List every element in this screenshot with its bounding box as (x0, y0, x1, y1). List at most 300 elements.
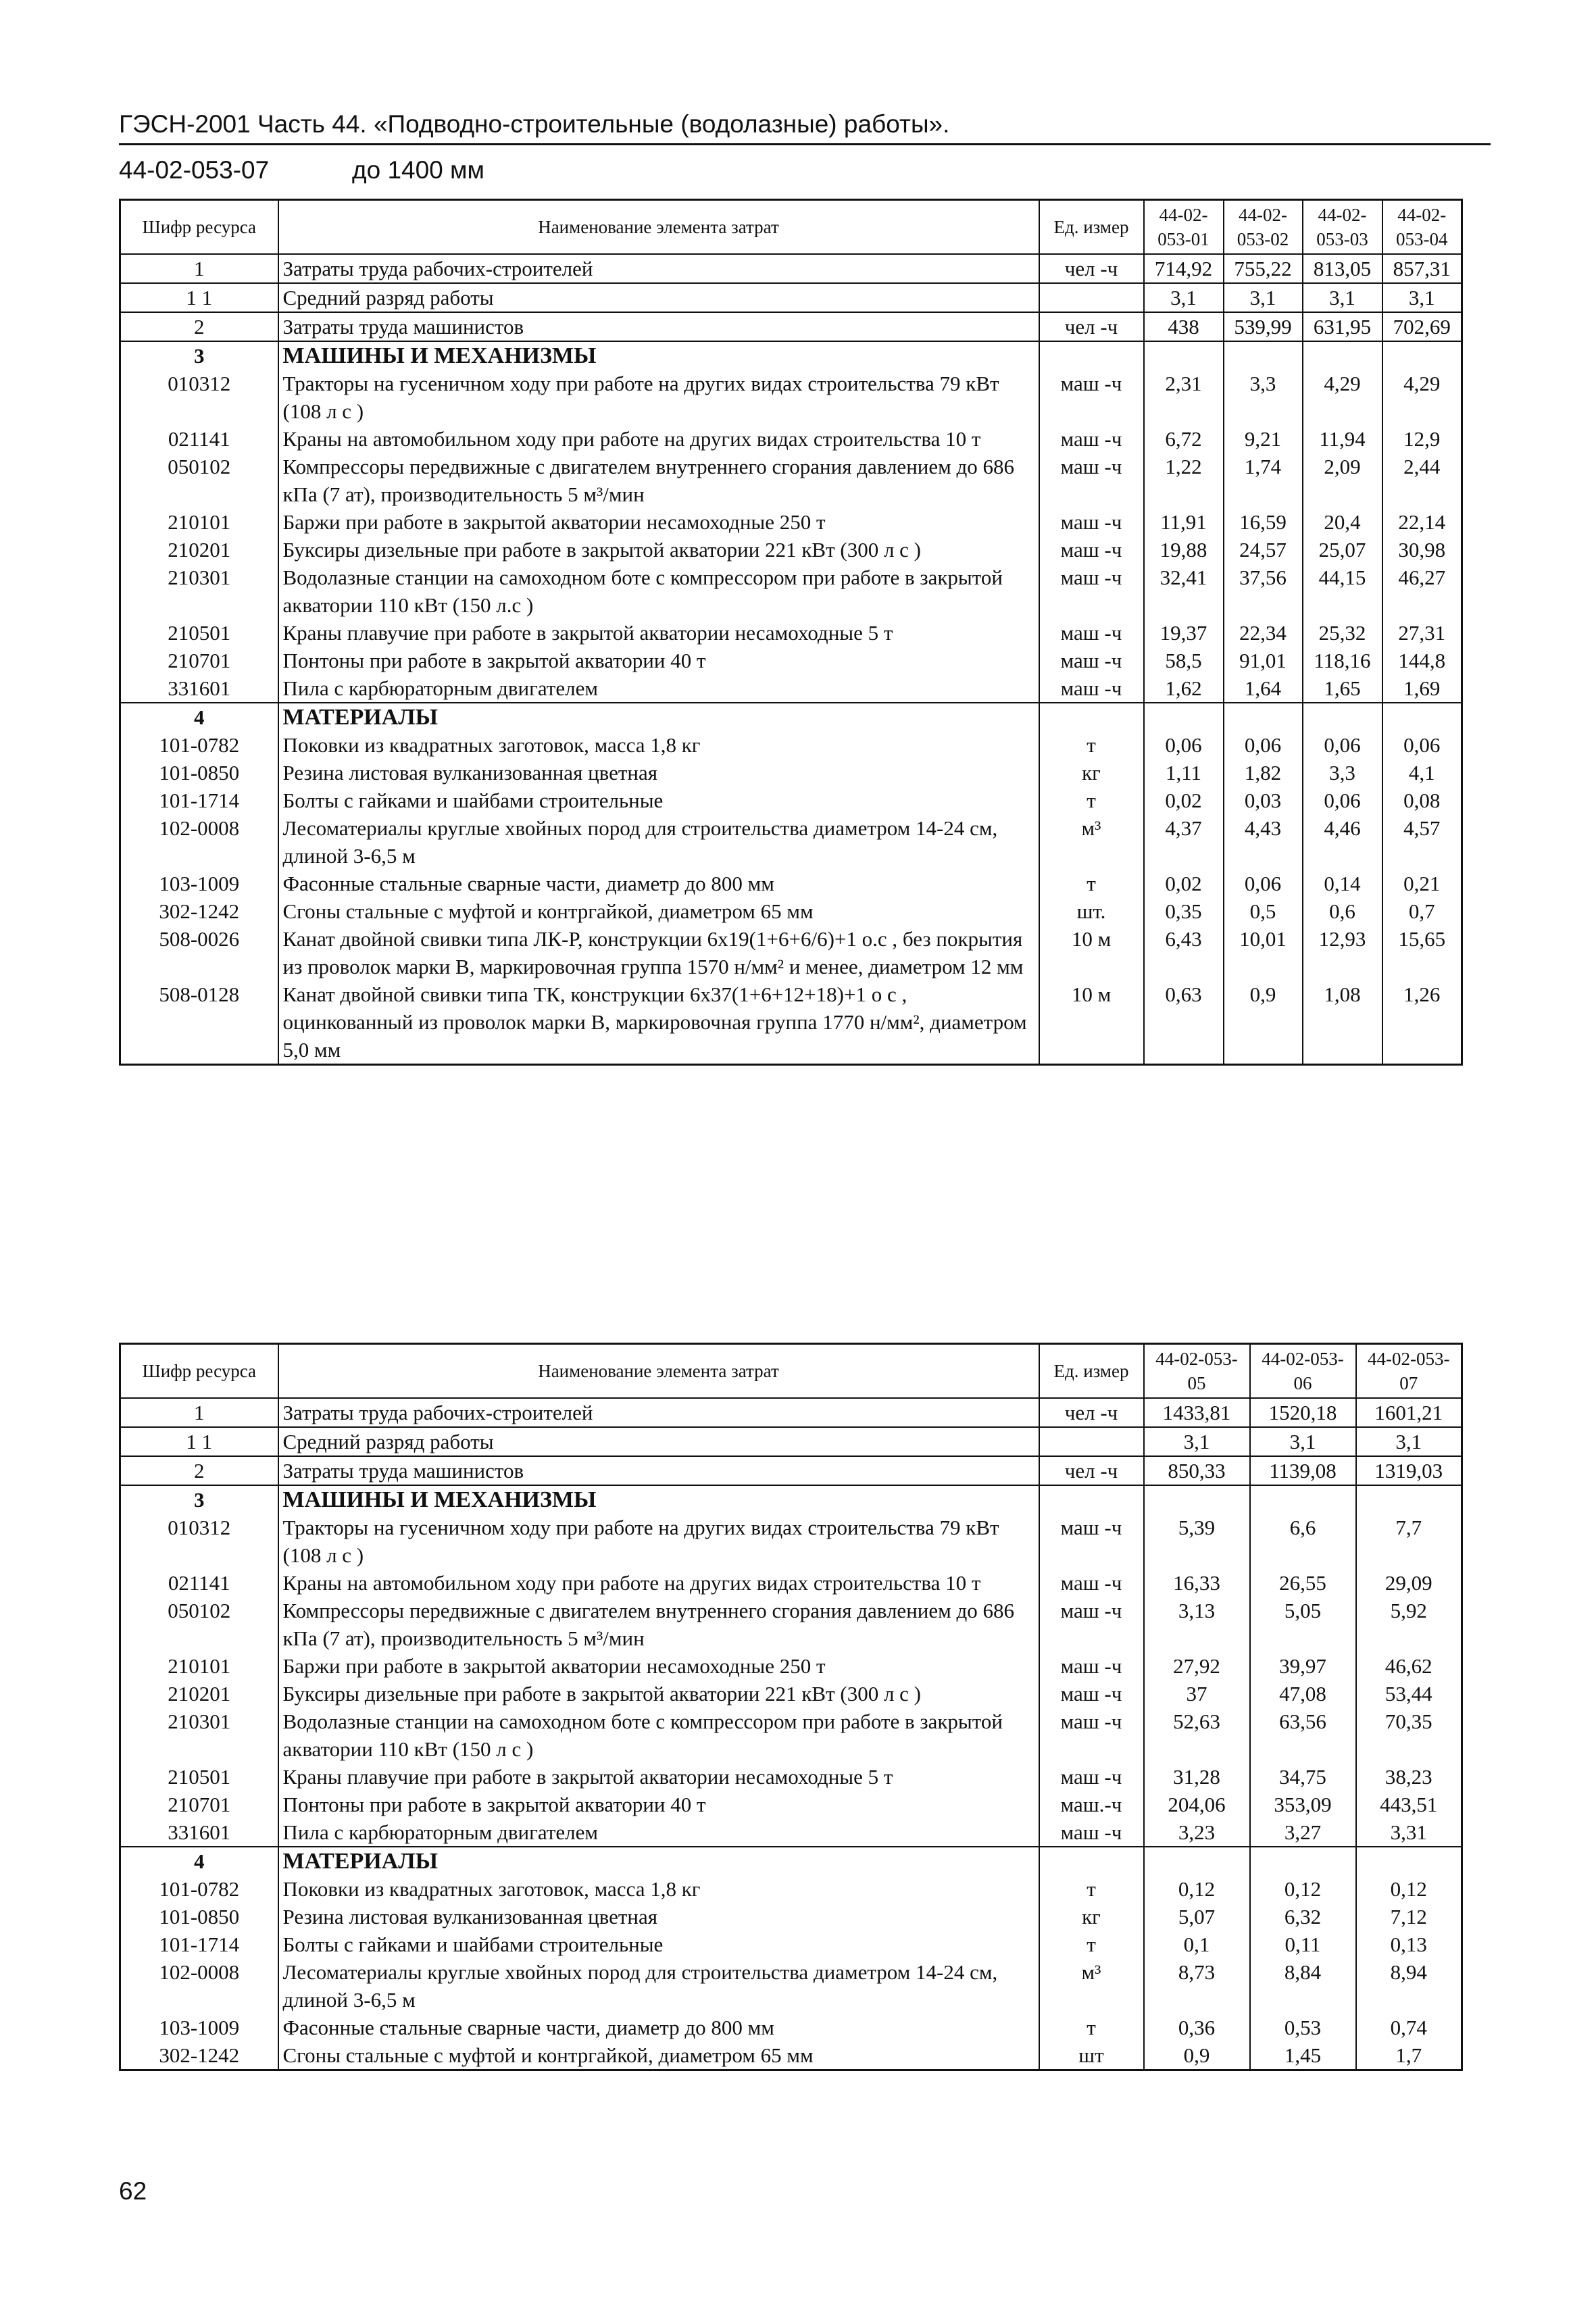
table-row (120, 814, 1462, 870)
unit-cell: т (1039, 787, 1144, 814)
table-row (120, 564, 1462, 619)
unit-cell: маш -ч (1039, 1597, 1144, 1652)
value-cell: 0,12 (1356, 1875, 1462, 1903)
value-cell: 52,63 (1144, 1708, 1250, 1763)
resource-code: 210301 (120, 1708, 278, 1763)
section-title: МАШИНЫ И МЕХАНИЗМЫ (278, 1485, 1039, 1514)
resource-code: 021141 (120, 1569, 278, 1597)
value-cell: 4,37 (1144, 814, 1224, 870)
section-title: МАТЕРИАЛЫ (278, 1847, 1039, 1875)
value-cell: 44,15 (1303, 564, 1382, 619)
value-cell: 0,74 (1356, 2014, 1462, 2041)
resource-name: Фасонные стальные сварные части, диаметр до 800 мм (278, 870, 1039, 897)
value-cell: 6,6 (1250, 1514, 1356, 1569)
resource-code: 2 (120, 1456, 278, 1485)
value-cell: 29,09 (1356, 1569, 1462, 1597)
value-cell: 0,06 (1303, 787, 1382, 814)
value-cell: 30,98 (1382, 536, 1462, 564)
resource-name: Лесоматериалы круглые хвойных пород для строительства диаметром 14-24 см, длиной 3-6,5 м (278, 1958, 1039, 2014)
resource-name: Резина листовая вулканизованная цветная (278, 1903, 1039, 1931)
resource-name: Баржи при работе в закрытой акватории несамоходные 250 т (278, 1652, 1039, 1680)
value-cell: 631,95 (1303, 312, 1382, 341)
table-row (120, 731, 1462, 759)
value-cell: 37 (1144, 1680, 1250, 1708)
value-cell: 10,01 (1224, 925, 1303, 980)
value-cell: 2,09 (1303, 453, 1382, 508)
unit-cell (1039, 703, 1144, 731)
table-row (120, 1903, 1462, 1931)
value-cell (1224, 341, 1303, 370)
resource-code: 102-0008 (120, 814, 278, 870)
resource-name: Краны плавучие при работе в закрытой акватории несамоходные 5 т (278, 1763, 1039, 1791)
value-cell: 1,7 (1356, 2041, 1462, 2070)
value-cell: 0,12 (1250, 1875, 1356, 1903)
resource-name: Сгоны стальные с муфтой и контргайкой, диаметром 65 мм (278, 897, 1039, 925)
resource-name: Болты с гайками и шайбами строительные (278, 1931, 1039, 1958)
unit-cell: маш -ч (1039, 508, 1144, 536)
value-cell: 0,08 (1382, 787, 1462, 814)
value-cell: 1139,08 (1250, 1456, 1356, 1485)
unit-cell: маш -ч (1039, 1652, 1144, 1680)
value-cell: 38,23 (1356, 1763, 1462, 1791)
unit-cell: маш -ч (1039, 453, 1144, 508)
value-cell: 4,1 (1382, 759, 1462, 787)
table-row (120, 1485, 1462, 1514)
resource-code: 302-1242 (120, 2041, 278, 2070)
table-row (120, 508, 1462, 536)
value-cell: 37,56 (1224, 564, 1303, 619)
resource-name: Понтоны при работе в закрытой акватории 40 т (278, 647, 1039, 674)
value-cell: 3,31 (1356, 1818, 1462, 1847)
value-cell: 6,32 (1250, 1903, 1356, 1931)
resource-code: 1 (120, 1398, 278, 1427)
resource-code: 4 (120, 703, 278, 731)
unit-cell: маш -ч (1039, 370, 1144, 425)
value-cell: 4,29 (1303, 370, 1382, 425)
resource-code: 4 (120, 1847, 278, 1875)
table-row (120, 341, 1462, 370)
value-cell: 11,91 (1144, 508, 1224, 536)
value-cell: 0,13 (1356, 1931, 1462, 1958)
value-cell: 46,62 (1356, 1652, 1462, 1680)
value-cell: 7,12 (1356, 1903, 1462, 1931)
value-cell: 3,3 (1303, 759, 1382, 787)
column-header-code: Шифр ресурса (120, 1344, 278, 1398)
value-cell: 1,82 (1224, 759, 1303, 787)
value-cell: 0,35 (1144, 897, 1224, 925)
unit-cell: м³ (1039, 814, 1144, 870)
unit-cell: маш -ч (1039, 1514, 1144, 1569)
table-row (120, 1514, 1462, 1569)
value-cell: 16,59 (1224, 508, 1303, 536)
resource-name: Поковки из квадратных заготовок, масса 1,8 кг (278, 731, 1039, 759)
table-row (120, 283, 1462, 312)
value-cell: 0,12 (1144, 1875, 1250, 1903)
value-cell: 0,63 (1144, 980, 1224, 1065)
value-cell: 755,22 (1224, 254, 1303, 283)
value-cell: 1,08 (1303, 980, 1382, 1065)
table-row (120, 1875, 1462, 1903)
resource-code: 210101 (120, 508, 278, 536)
table-body (120, 1398, 1462, 2070)
table-row (120, 980, 1462, 1065)
value-cell: 31,28 (1144, 1763, 1250, 1791)
resource-code: 101-0850 (120, 1903, 278, 1931)
value-cell (1250, 1485, 1356, 1514)
value-cell: 63,56 (1250, 1708, 1356, 1763)
value-cell: 19,37 (1144, 619, 1224, 647)
value-cell: 53,44 (1356, 1680, 1462, 1708)
table-row (120, 1791, 1462, 1818)
resource-name: Компрессоры передвижные с двигателем внутреннего сгорания давлением до 686 кПа (7 ат), производительность 5 м³/мин (278, 1597, 1039, 1652)
table-row (120, 2041, 1462, 2070)
value-cell: 539,99 (1224, 312, 1303, 341)
column-header-value: 44-02-053-06 (1250, 1344, 1356, 1398)
resource-name: Поковки из квадратных заготовок, масса 1,8 кг (278, 1875, 1039, 1903)
value-cell: 7,7 (1356, 1514, 1462, 1569)
table-row (120, 1652, 1462, 1680)
resource-code: 103-1009 (120, 2014, 278, 2041)
table-row (120, 647, 1462, 674)
resource-code: 1 1 (120, 1427, 278, 1456)
resource-name: Затраты труда рабочих-строителей (278, 254, 1039, 283)
resource-code: 101-1714 (120, 787, 278, 814)
unit-cell: маш -ч (1039, 674, 1144, 703)
value-cell: 0,02 (1144, 787, 1224, 814)
value-cell: 39,97 (1250, 1652, 1356, 1680)
value-cell: 4,57 (1382, 814, 1462, 870)
table-row (120, 2014, 1462, 2041)
value-cell (1144, 1485, 1250, 1514)
table-row (120, 1398, 1462, 1427)
value-cell: 5,92 (1356, 1597, 1462, 1652)
column-header-value: 44-02-053-02 (1224, 200, 1303, 254)
resource-code: 050102 (120, 453, 278, 508)
table-code: 44-02-053-07 (119, 156, 270, 184)
value-cell: 857,31 (1382, 254, 1462, 283)
table-row (120, 1818, 1462, 1847)
value-cell (1303, 703, 1382, 731)
value-cell: 24,57 (1224, 536, 1303, 564)
value-cell: 1,22 (1144, 453, 1224, 508)
resource-code: 210301 (120, 564, 278, 619)
value-cell: 0,21 (1382, 870, 1462, 897)
value-cell: 4,43 (1224, 814, 1303, 870)
unit-cell: т (1039, 870, 1144, 897)
resource-name: Баржи при работе в закрытой акватории несамоходные 250 т (278, 508, 1039, 536)
value-cell: 9,21 (1224, 425, 1303, 453)
value-cell: 46,27 (1382, 564, 1462, 619)
resource-name: Пила с карбюраторным двигателем (278, 674, 1039, 703)
resource-table-1 (119, 199, 1463, 1066)
value-cell: 20,4 (1303, 508, 1382, 536)
value-cell: 0,9 (1144, 2041, 1250, 2070)
resource-code: 331601 (120, 674, 278, 703)
resource-code: 3 (120, 341, 278, 370)
column-header-value: 44-02-053-03 (1303, 200, 1382, 254)
unit-cell: 10 м (1039, 925, 1144, 980)
value-cell (1303, 341, 1382, 370)
resource-name: Средний разряд работы (278, 283, 1039, 312)
resource-name: Резина листовая вулканизованная цветная (278, 759, 1039, 787)
value-cell: 8,94 (1356, 1958, 1462, 2014)
resource-name: Краны плавучие при работе в закрытой акватории несамоходные 5 т (278, 619, 1039, 647)
resource-name: Краны на автомобильном ходу при работе на других видах строительства 10 т (278, 425, 1039, 453)
value-cell: 714,92 (1144, 254, 1224, 283)
unit-cell: 10 м (1039, 980, 1144, 1065)
value-cell: 12,9 (1382, 425, 1462, 453)
resource-code: 103-1009 (120, 870, 278, 897)
resource-code: 508-0026 (120, 925, 278, 980)
resource-name: Понтоны при работе в закрытой акватории 40 т (278, 1791, 1039, 1818)
column-header-value: 44-02-053-01 (1144, 200, 1224, 254)
unit-cell (1039, 1427, 1144, 1456)
unit-cell: чел -ч (1039, 1456, 1144, 1485)
value-cell: 0,03 (1224, 787, 1303, 814)
resource-name: Канат двойной свивки типа ЛК-Р, конструкции 6х19(1+6+6/6)+1 о.с , без покрытия из проволок марки В, маркировочная группа 1570 н/мм² и менее, диаметром 12 мм (278, 925, 1039, 980)
value-cell: 1,11 (1144, 759, 1224, 787)
resource-name: Водолазные станции на самоходном боте с компрессором при работе в закрытой акватории 110 кВт (150 л с ) (278, 1708, 1039, 1763)
unit-cell: чел -ч (1039, 254, 1144, 283)
unit-cell: маш -ч (1039, 1680, 1144, 1708)
value-cell: 0,6 (1303, 897, 1382, 925)
table-row (120, 619, 1462, 647)
resource-code: 210501 (120, 619, 278, 647)
resource-name: Канат двойной свивки типа ТК, конструкции 6х37(1+6+12+18)+1 о с , оцинкованный из проволок марки В, маркировочная группа 1770 н/мм², диаметром 5,0 мм (278, 980, 1039, 1065)
value-cell (1144, 703, 1224, 731)
resource-code: 101-0782 (120, 1875, 278, 1903)
resource-name: Водолазные станции на самоходном боте с компрессором при работе в закрытой акватории 110 кВт (150 л.с ) (278, 564, 1039, 619)
unit-cell: маш -ч (1039, 564, 1144, 619)
value-cell: 0,7 (1382, 897, 1462, 925)
value-cell: 0,02 (1144, 870, 1224, 897)
unit-cell: маш -ч (1039, 425, 1144, 453)
value-cell: 118,16 (1303, 647, 1382, 674)
unit-cell: маш.-ч (1039, 1791, 1144, 1818)
value-cell: 2,44 (1382, 453, 1462, 508)
value-cell: 4,46 (1303, 814, 1382, 870)
resource-name: Лесоматериалы круглые хвойных пород для строительства диаметром 14-24 см, длиной 3-6,5 м (278, 814, 1039, 870)
unit-cell: маш -ч (1039, 1763, 1144, 1791)
value-cell (1356, 1485, 1462, 1514)
value-cell: 1319,03 (1356, 1456, 1462, 1485)
value-cell: 1433,81 (1144, 1398, 1250, 1427)
value-cell: 0,11 (1250, 1931, 1356, 1958)
value-cell: 12,93 (1303, 925, 1382, 980)
resource-code: 101-0782 (120, 731, 278, 759)
unit-cell: м³ (1039, 1958, 1144, 2014)
resource-name: Средний разряд работы (278, 1427, 1039, 1456)
value-cell: 0,14 (1303, 870, 1382, 897)
value-cell: 5,39 (1144, 1514, 1250, 1569)
value-cell: 27,92 (1144, 1652, 1250, 1680)
value-cell: 204,06 (1144, 1791, 1250, 1818)
value-cell: 0,36 (1144, 2014, 1250, 2041)
value-cell: 3,13 (1144, 1597, 1250, 1652)
page-header: ГЭСН-2001 Часть 44. «Подводно-строительные (водолазные) работы». (119, 107, 1491, 145)
value-cell: 26,55 (1250, 1569, 1356, 1597)
value-cell (1144, 341, 1224, 370)
column-header-value: 44-02-053-07 (1356, 1344, 1462, 1398)
resource-code: 508-0128 (120, 980, 278, 1065)
table-row (120, 1847, 1462, 1875)
table-row (120, 1427, 1462, 1456)
value-cell: 3,3 (1224, 370, 1303, 425)
column-header-name: Наименование элемента затрат (278, 1344, 1039, 1398)
resource-code: 1 1 (120, 283, 278, 312)
unit-cell: т (1039, 731, 1144, 759)
resource-code: 210201 (120, 1680, 278, 1708)
value-cell: 1,26 (1382, 980, 1462, 1065)
resource-name: Компрессоры передвижные с двигателем внутреннего сгорания давлением до 686 кПа (7 ат), производительность 5 м³/мин (278, 453, 1039, 508)
unit-cell (1039, 1847, 1144, 1875)
value-cell: 0,06 (1224, 870, 1303, 897)
unit-cell: кг (1039, 759, 1144, 787)
unit-cell: т (1039, 1875, 1144, 1903)
unit-cell: т (1039, 1931, 1144, 1958)
value-cell (1250, 1847, 1356, 1875)
value-cell: 3,1 (1144, 283, 1224, 312)
unit-cell: чел -ч (1039, 312, 1144, 341)
resource-code: 050102 (120, 1597, 278, 1652)
resource-code: 210701 (120, 647, 278, 674)
value-cell: 58,5 (1144, 647, 1224, 674)
column-header-code: Шифр ресурса (120, 200, 278, 254)
value-cell: 19,88 (1144, 536, 1224, 564)
unit-cell (1039, 1485, 1144, 1514)
resource-code: 3 (120, 1485, 278, 1514)
value-cell: 1520,18 (1250, 1398, 1356, 1427)
table-row (120, 1680, 1462, 1708)
value-cell (1382, 341, 1462, 370)
unit-cell: т (1039, 2014, 1144, 2041)
resource-code: 1 (120, 254, 278, 283)
resource-name: Затраты труда машинистов (278, 312, 1039, 341)
value-cell: 1,74 (1224, 453, 1303, 508)
resource-name: Тракторы на гусеничном ходу при работе на других видах строительства 79 кВт (108 л с ) (278, 1514, 1039, 1569)
table-row (120, 674, 1462, 703)
table-row (120, 1708, 1462, 1763)
value-cell: 3,1 (1250, 1427, 1356, 1456)
value-cell (1356, 1847, 1462, 1875)
value-cell: 34,75 (1250, 1763, 1356, 1791)
value-cell: 91,01 (1224, 647, 1303, 674)
value-cell: 0,1 (1144, 1931, 1250, 1958)
column-header-value: 44-02-053-04 (1382, 200, 1462, 254)
section-title: МАТЕРИАЛЫ (278, 703, 1039, 731)
value-cell: 3,1 (1224, 283, 1303, 312)
value-cell: 3,1 (1382, 283, 1462, 312)
value-cell (1144, 1847, 1250, 1875)
unit-cell: маш -ч (1039, 536, 1144, 564)
value-cell: 4,29 (1382, 370, 1462, 425)
table-row (120, 370, 1462, 425)
value-cell (1224, 703, 1303, 731)
value-cell: 70,35 (1356, 1708, 1462, 1763)
resource-name: Тракторы на гусеничном ходу при работе на других видах строительства 79 кВт (108 л с ) (278, 370, 1039, 425)
value-cell: 353,09 (1250, 1791, 1356, 1818)
table-caption: до 1400 мм (352, 156, 484, 184)
unit-cell: маш -ч (1039, 1818, 1144, 1847)
value-cell: 3,1 (1356, 1427, 1462, 1456)
table-row (120, 536, 1462, 564)
value-cell: 2,31 (1144, 370, 1224, 425)
table-row (120, 870, 1462, 897)
resource-code: 101-0850 (120, 759, 278, 787)
resource-name: Буксиры дизельные при работе в закрытой акватории 221 кВт (300 л с ) (278, 1680, 1039, 1708)
table-row (120, 787, 1462, 814)
table-row (120, 1931, 1462, 1958)
value-cell: 6,72 (1144, 425, 1224, 453)
table-row (120, 254, 1462, 283)
resource-name: Пила с карбюраторным двигателем (278, 1818, 1039, 1847)
table-row (120, 312, 1462, 341)
column-header-value: 44-02-053-05 (1144, 1344, 1250, 1398)
value-cell: 6,43 (1144, 925, 1224, 980)
value-cell: 1,64 (1224, 674, 1303, 703)
table-row (120, 1569, 1462, 1597)
value-cell: 16,33 (1144, 1569, 1250, 1597)
unit-cell: чел -ч (1039, 1398, 1144, 1427)
table-row (120, 1763, 1462, 1791)
resource-name: Краны на автомобильном ходу при работе на других видах строительства 10 т (278, 1569, 1039, 1597)
value-cell: 5,05 (1250, 1597, 1356, 1652)
resource-code: 2 (120, 312, 278, 341)
value-cell: 3,1 (1303, 283, 1382, 312)
table-row (120, 897, 1462, 925)
value-cell: 3,1 (1144, 1427, 1250, 1456)
value-cell (1382, 703, 1462, 731)
value-cell: 1,65 (1303, 674, 1382, 703)
resource-code: 210101 (120, 1652, 278, 1680)
unit-cell (1039, 341, 1144, 370)
section-title: МАШИНЫ И МЕХАНИЗМЫ (278, 341, 1039, 370)
resource-code: 021141 (120, 425, 278, 453)
value-cell: 25,32 (1303, 619, 1382, 647)
resource-code: 210501 (120, 1763, 278, 1791)
table-row (120, 1958, 1462, 2014)
table-row (120, 1597, 1462, 1652)
unit-cell (1039, 283, 1144, 312)
resource-name: Затраты труда рабочих-строителей (278, 1398, 1039, 1427)
value-cell: 813,05 (1303, 254, 1382, 283)
value-cell: 850,33 (1144, 1456, 1250, 1485)
resource-code: 102-0008 (120, 1958, 278, 2014)
value-cell: 1,62 (1144, 674, 1224, 703)
unit-cell: маш -ч (1039, 1569, 1144, 1597)
value-cell: 1,69 (1382, 674, 1462, 703)
table-body (120, 254, 1462, 1065)
column-header-name: Наименование элемента затрат (278, 200, 1039, 254)
value-cell: 0,53 (1250, 2014, 1356, 2041)
value-cell: 47,08 (1250, 1680, 1356, 1708)
unit-cell: маш -ч (1039, 619, 1144, 647)
value-cell: 8,84 (1250, 1958, 1356, 2014)
column-header-unit: Ед. измер (1039, 1344, 1144, 1398)
table-row (120, 1456, 1462, 1485)
resource-code: 331601 (120, 1818, 278, 1847)
page-number: 62 (119, 2177, 147, 2205)
value-cell: 0,5 (1224, 897, 1303, 925)
resource-name: Фасонные стальные сварные части, диаметр до 800 мм (278, 2014, 1039, 2041)
value-cell: 15,65 (1382, 925, 1462, 980)
resource-code: 210701 (120, 1791, 278, 1818)
value-cell: 32,41 (1144, 564, 1224, 619)
resource-code: 010312 (120, 1514, 278, 1569)
value-cell: 702,69 (1382, 312, 1462, 341)
value-cell: 0,06 (1224, 731, 1303, 759)
value-cell: 1,45 (1250, 2041, 1356, 2070)
